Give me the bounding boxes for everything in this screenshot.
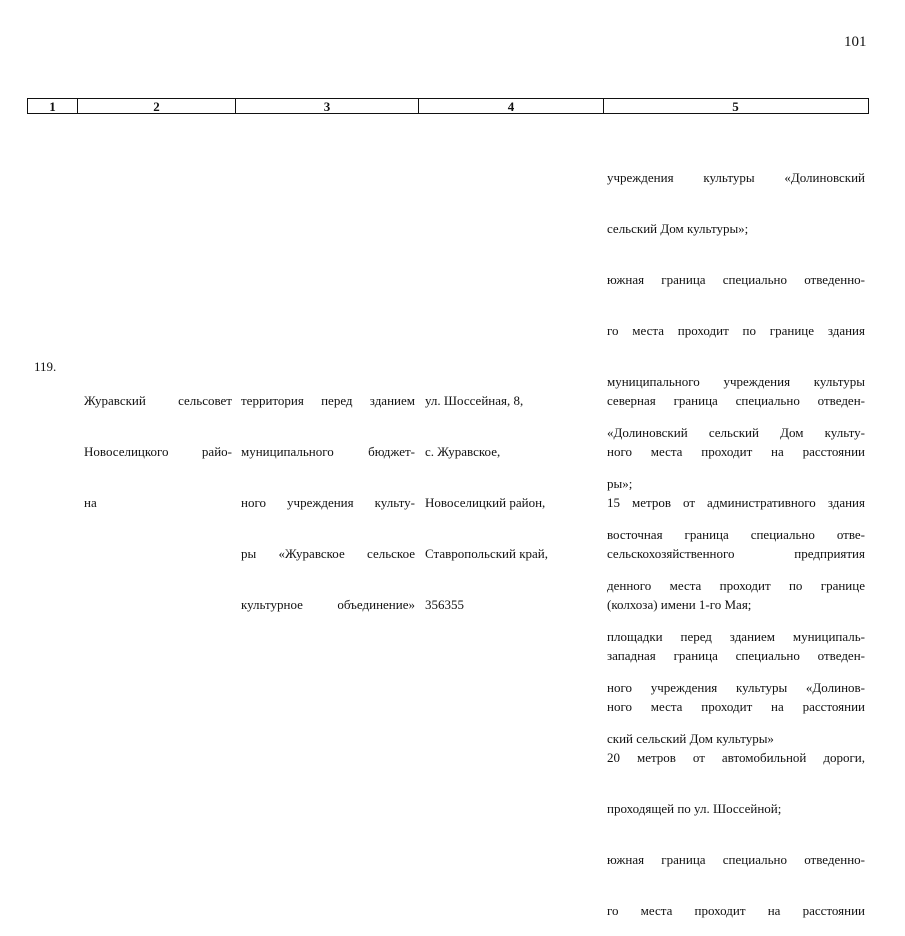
- text-line: сельский Дом культуры»;: [607, 221, 749, 236]
- row-119-municipality: [84, 358, 232, 528]
- text-line: ский сельский Дом культуры»: [607, 731, 774, 746]
- row-119-boundaries: [607, 358, 865, 936]
- text-line: ного учреждения культуры «Долинов-: [607, 680, 865, 695]
- text-line: ул. Шоссейная, 8,: [425, 393, 524, 408]
- text-line: ного учреждения культу-: [241, 495, 415, 510]
- header-col-5: 5: [732, 98, 739, 114]
- text-line: го места проходит на расстоянии: [607, 903, 865, 918]
- text-line: южная граница специально отведенно-: [607, 852, 865, 867]
- text-line: Ставропольский край,: [425, 546, 548, 561]
- text-line: 356355: [425, 597, 464, 612]
- text-line: восточная граница специально отве-: [607, 527, 865, 542]
- text-line: на: [84, 495, 97, 510]
- header-col-2: 2: [78, 99, 236, 113]
- row-119-address: [425, 358, 600, 630]
- row-119-territory: [241, 358, 415, 630]
- text-line: 15 метров от административного здания: [607, 495, 865, 510]
- header-col-3: 3: [236, 99, 419, 113]
- text-line: ры «Журавское сельское: [241, 546, 415, 561]
- column-number-header: [27, 98, 869, 114]
- text-line: муниципального учреждения культуры: [607, 374, 865, 389]
- text-line: учреждения культуры «Долиновский: [607, 170, 865, 185]
- text-line: ры»;: [607, 476, 633, 491]
- text-line: культурное объединение»: [241, 597, 415, 612]
- text-line: Новоселицкий район,: [425, 495, 546, 510]
- text-line: территория перед зданием: [241, 393, 415, 408]
- page-number: 101: [844, 34, 867, 50]
- text-line: (колхоза) имени 1-го Мая;: [607, 597, 752, 612]
- row-119-number: 119.: [34, 359, 57, 374]
- text-line: го места проходит по границе здания: [607, 323, 865, 338]
- text-line: южная граница специально отведенно-: [607, 272, 865, 287]
- text-line: ного места проходит на расстоянии: [607, 699, 865, 714]
- text-line: Новоселицкого райо-: [84, 444, 232, 459]
- text-line: денного места проходит по границе: [607, 578, 865, 593]
- text-line: 20 метров от автомобильной дороги,: [607, 750, 865, 765]
- text-line: проходящей по ул. Шоссейной;: [607, 801, 782, 816]
- text-line: муниципального бюджет-: [241, 444, 415, 459]
- text-line: Журавский сельсовет: [84, 393, 232, 408]
- text-line: западная граница специально отведен-: [607, 648, 865, 663]
- text-line: «Долиновский сельский Дом культу-: [607, 425, 865, 440]
- text-line: ного места проходит на расстоянии: [607, 444, 865, 459]
- header-col-1: 1: [28, 99, 78, 113]
- text-line: с. Журавское,: [425, 444, 501, 459]
- text-line: площадки перед зданием муниципаль-: [607, 629, 865, 644]
- text-line: сельскохозяйственного предприятия: [607, 546, 865, 561]
- text-line: северная граница специально отведен-: [607, 393, 865, 408]
- header-col-4: 4: [419, 99, 604, 113]
